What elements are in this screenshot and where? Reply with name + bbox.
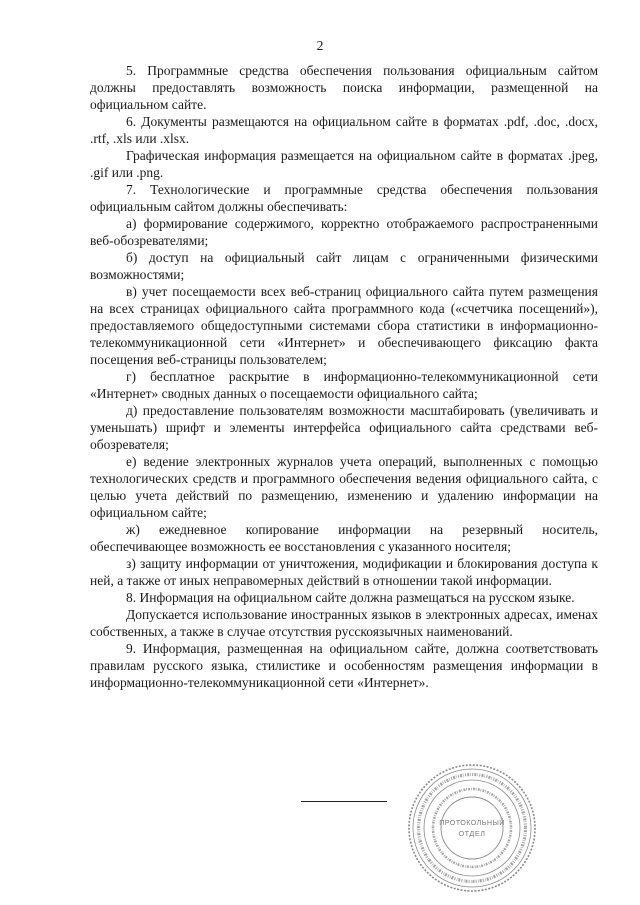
paragraph-7-intro: 7. Технологические и программные средства обеспечения пользования официальным сайтом должны обеспечивать: xyxy=(90,182,598,214)
list-item-e: е) ведение электронных журналов учета операций, выполненных с помощью технологических средств и программного обеспечения ведения официального сайта, с целью учета действий по размещению, изменению и удалению информации на официальном сайте; xyxy=(90,454,598,520)
list-item-d: д) предоставление пользователям возможности масштабировать (увеличивать и уменьшать) шрифт и элементы интерфейса официального сайта средствами веб-обозревателя; xyxy=(90,403,598,452)
paragraph-8-language: 8. Информация на официальном сайте должна размещаться на русском языке. xyxy=(126,590,575,605)
list-item-a: а) формирование содержимого, корректно отображаемого распространенными веб-обозревателями; xyxy=(90,216,598,248)
list-item-z: з) защиту информации от уничтожения, модификации и блокирования доступа к ней, а также от иных неправомерных действий в отношении такой информации. xyxy=(90,556,598,588)
paragraph-5-search: 5. Программные средства обеспечения пользования официальным сайтом должны предоставлять возможность поиска информации, размещенной на официальном сайте. xyxy=(90,63,598,112)
paragraph-foreign-languages: Допускается использование иностранных языков в электронных адресах, именах собственных, а также в случае отсутствия русскоязычных наименований. xyxy=(90,607,598,639)
seal-icon xyxy=(406,762,538,894)
separator-line xyxy=(301,801,387,802)
official-seal-stamp xyxy=(406,762,538,894)
document-body xyxy=(90,62,598,691)
list-item-v: в) учет посещаемости всех веб-страниц официального сайта путем размещения на всех страницах официального сайта программного кода («счетчика посещений»), предоставляемого общедоступными системами сбора статистики в информационно-телекоммуникационной сети «Интернет» и обеспечивающего фиксацию факта посещения веб-страницы пользователем; xyxy=(90,284,598,367)
paragraph-graphic-formats: Графическая информация размещается на официальном сайте в форматах .jpeg, .gif или .png. xyxy=(90,148,598,180)
seal-center-line1: ПРОТОКОЛЬНЫЙ xyxy=(439,818,505,827)
page-number: 2 xyxy=(316,38,324,53)
paragraph-6-document-formats: 6. Документы размещаются на официальном сайте в форматах .pdf, .doc, .docx, .rtf, .xls или .xlsx. xyxy=(90,114,598,146)
list-item-zh: ж) ежедневное копирование информации на резервный носитель, обеспечивающее возможность ее восстановления с указанного носителя; xyxy=(90,522,598,554)
paragraph-9-conformity: 9. Информация, размещенная на официальном сайте, должна соответствовать правилам русского языка, стилистике и особенностям размещения информации в информационно-телекоммуникационной сети «Интернет». xyxy=(90,641,598,690)
seal-center-line2: ОТДЕЛ xyxy=(458,829,486,838)
list-item-g: г) бесплатное раскрытие в информационно-телекоммуникационной сети «Интернет» сводных данных о посещаемости официального сайта; xyxy=(90,369,598,401)
list-item-b: б) доступ на официальный сайт лицам с ограниченными физическими возможностями; xyxy=(90,250,598,282)
